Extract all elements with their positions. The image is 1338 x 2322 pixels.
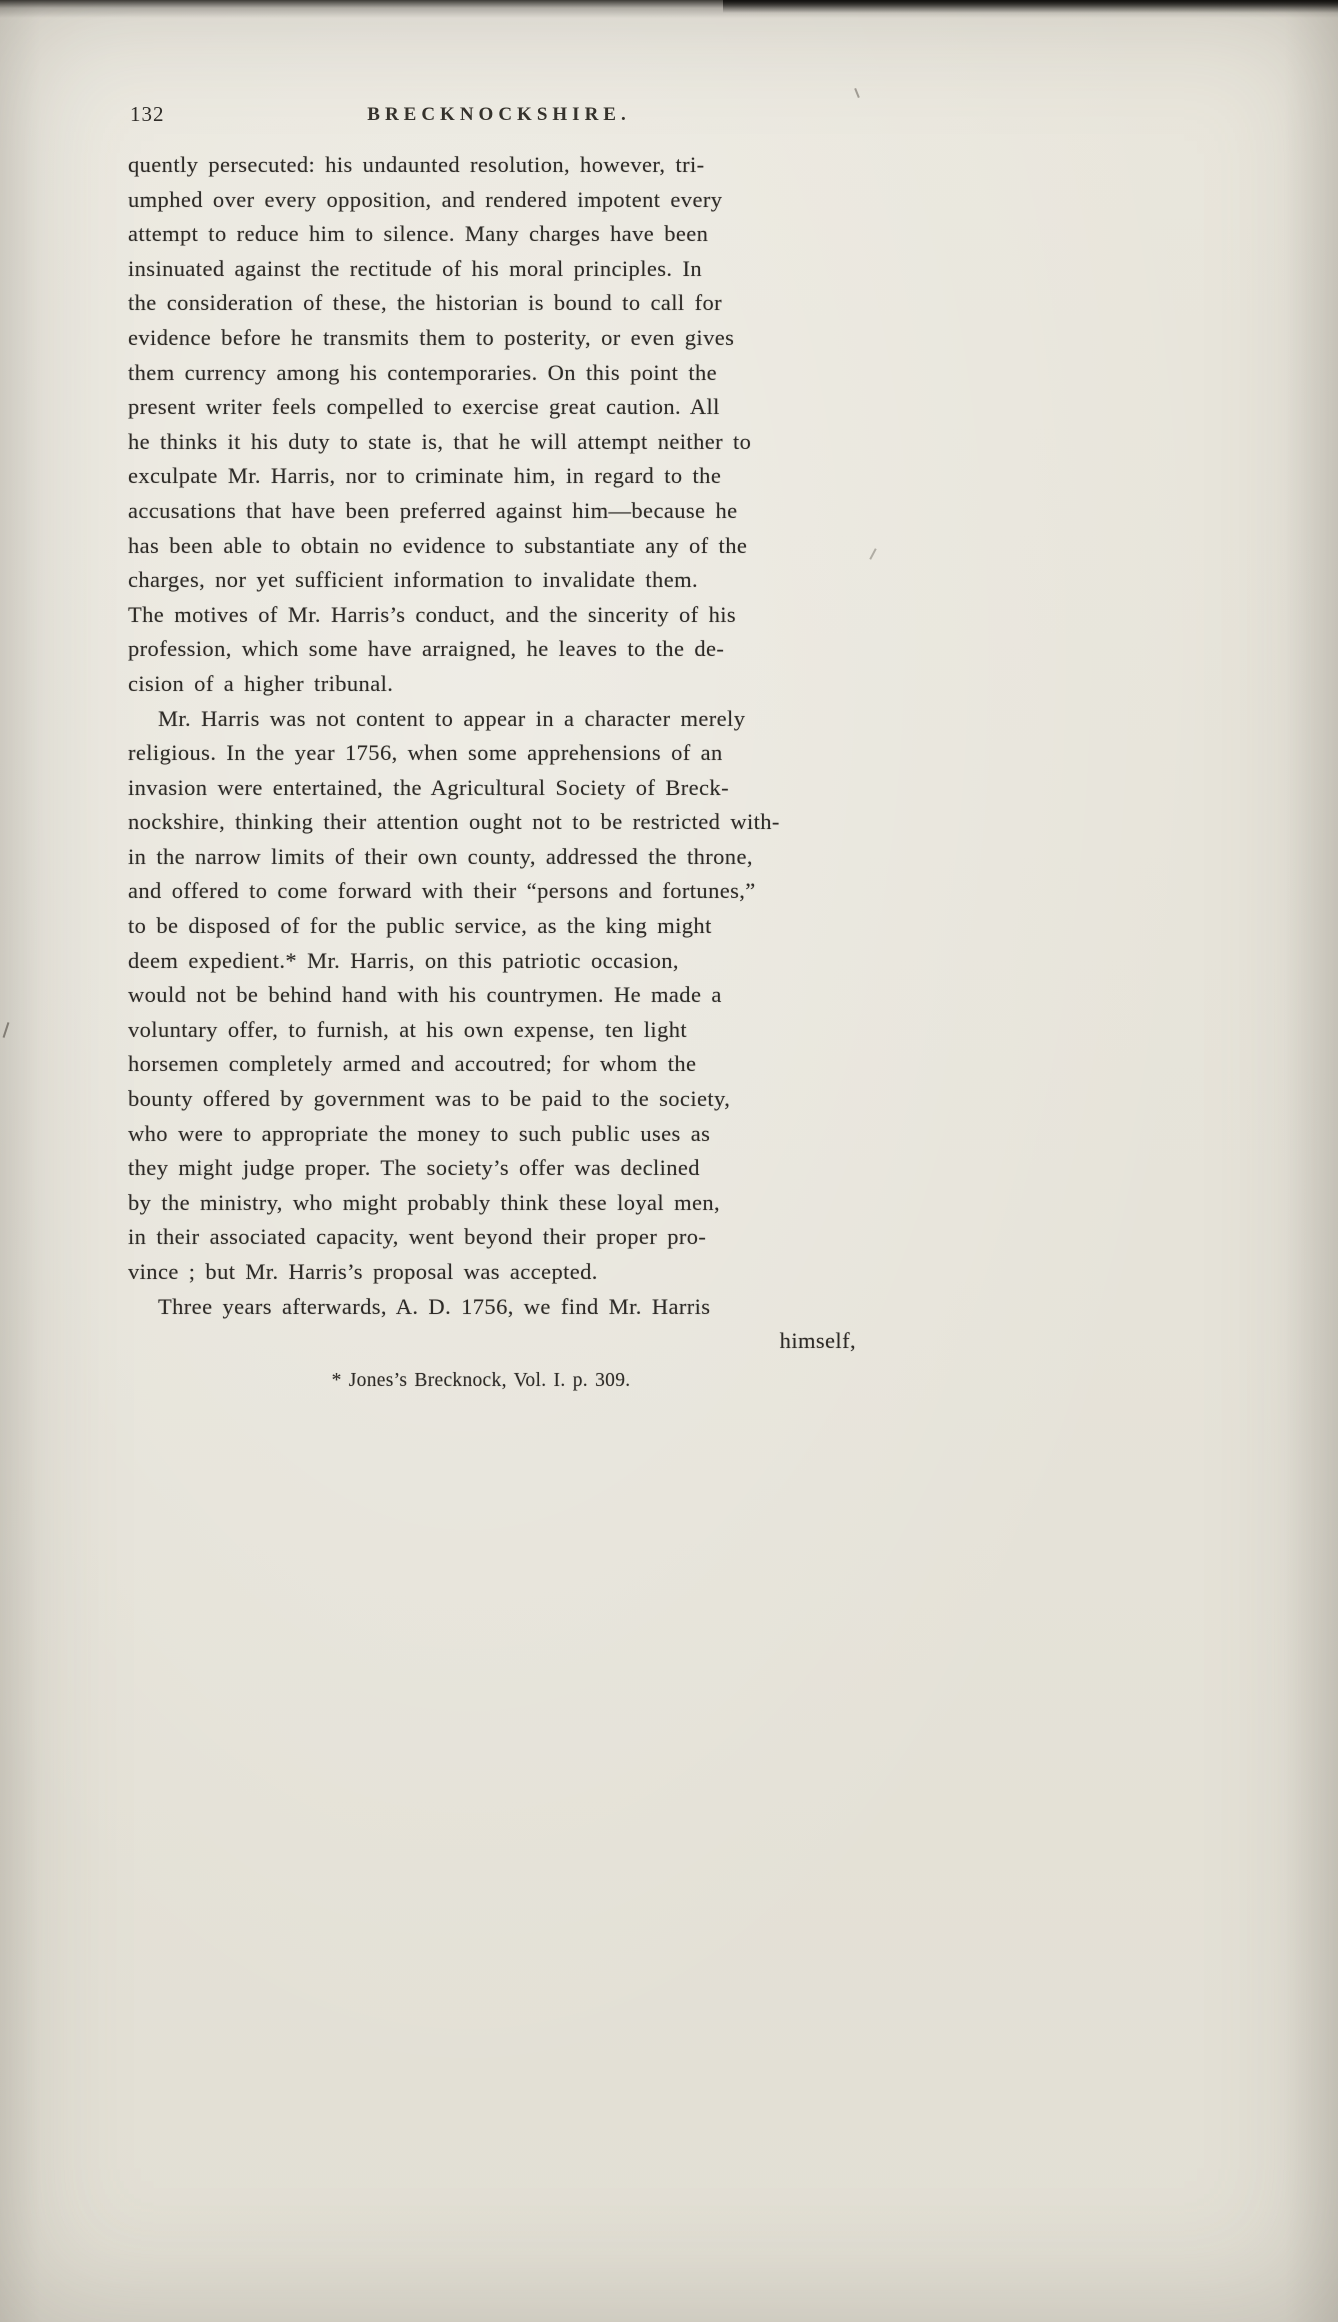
text-line: who were to appropriate the money to such public uses as (128, 1120, 711, 1146)
text-line: them currency among his contemporaries. On this point the (128, 359, 718, 385)
text-line: the consideration of these, the historian is bound to call for (128, 290, 723, 316)
paragraph-2 (128, 702, 870, 1290)
text-line: horsemen completely armed and accoutred; for whom the (128, 1051, 697, 1077)
text-line: voluntary offer, to furnish, at his own expense, ten light (128, 1016, 688, 1042)
text-line: evidence before he transmits them to posterity, or even gives (128, 324, 735, 350)
paragraph-1 (128, 148, 870, 702)
text-line: has been able to obtain no evidence to substantiate any of the (128, 532, 748, 558)
text-line: Three years afterwards, A. D. 1756, we find Mr. Harris (158, 1293, 711, 1319)
text-line: in the narrow limits of their own county, addressed the throne, (128, 843, 753, 869)
text-line: cision of a higher tribunal. (128, 670, 394, 696)
text-line: deem expedient.* Mr. Harris, on this patriotic occasion, (128, 947, 679, 973)
text-line: to be disposed of for the public service, as the king might (128, 913, 712, 939)
text-line: umphed over every opposition, and rendered impotent every (128, 186, 723, 212)
text-line: profession, which some have arraigned, he leaves to the de- (128, 636, 725, 662)
scan-edge-shadow-top-right (723, 0, 1338, 13)
text-line: would not be behind hand with his countrymen. He made a (128, 982, 722, 1008)
text-line: they might judge proper. The society’s offer was declined (128, 1155, 700, 1181)
text-line: bounty offered by government was to be paid to the society, (128, 1086, 731, 1112)
text-line: quently persecuted: his undaunted resolution, however, tri- (128, 152, 705, 177)
catchword: himself, (779, 1328, 856, 1354)
scan-artifact (854, 88, 860, 98)
text-line: he thinks it his duty to state is, that he will attempt neither to (128, 428, 752, 454)
text-line: in their associated capacity, went beyond their proper pro- (128, 1224, 707, 1250)
text-line: by the ministry, who might probably think these loyal men, (128, 1189, 721, 1215)
scan-artifact (869, 548, 876, 560)
text-line: The motives of Mr. Harris’s conduct, and the sincerity of his (128, 601, 737, 627)
text-line: vince ; but Mr. Harris’s proposal was accepted. (128, 1259, 598, 1284)
text-line: nockshire, thinking their attention ought not to be restricted with- (128, 809, 780, 835)
text-line: insinuated against the rectitude of his moral principles. In (128, 255, 702, 281)
footnote: * Jones’s Brecknock, Vol. I. p. 309. (331, 1369, 631, 1391)
page-number: 132 (130, 102, 165, 126)
text-line: charges, nor yet sufficient information to invalidate them. (128, 567, 699, 593)
paragraph-3 (128, 1290, 870, 1325)
text-line: accusations that have been preferred against him—because he (128, 497, 738, 523)
page-header (128, 100, 870, 132)
scan-edge-shadow-top (0, 0, 1338, 18)
running-head: BRECKNOCKSHIRE. (367, 104, 631, 125)
scan-artifact (3, 1022, 10, 1038)
text-block (128, 148, 870, 1398)
text-line: present writer feels compelled to exercise great caution. All (128, 394, 720, 420)
text-line: religious. In the year 1756, when some apprehensions of an (128, 740, 723, 766)
text-line: exculpate Mr. Harris, nor to criminate him, in regard to the (128, 463, 722, 489)
text-line: Mr. Harris was not content to appear in a character merely (158, 705, 746, 731)
text-line: and offered to come forward with their “persons and fortunes,” (128, 878, 756, 904)
text-line: attempt to reduce him to silence. Many charges have been (128, 221, 709, 247)
text-line: invasion were entertained, the Agricultural Society of Breck- (128, 774, 729, 800)
